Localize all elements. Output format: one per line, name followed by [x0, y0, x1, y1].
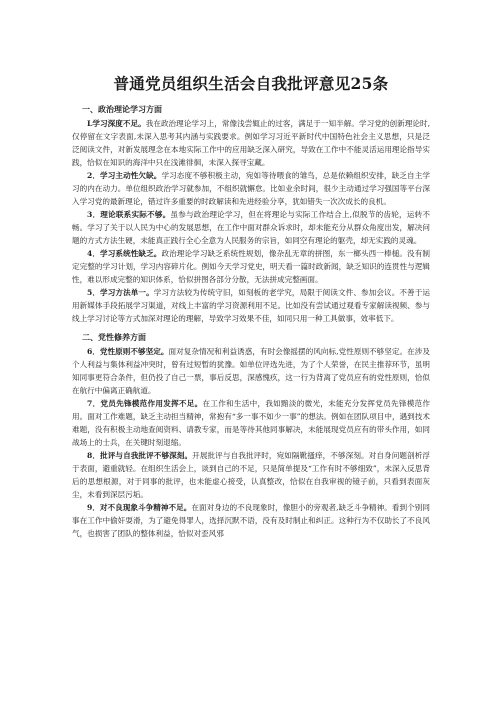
document-page [72, 72, 430, 540]
paragraph-item-6 [72, 345, 430, 397]
item-text: 在面对身边的不良现象时，像胆小的旁观者,缺乏斗争精神。看到个别同事在工作中偷奸耍滑，为了避免得罪人，选择沉默不语，没有及时制止和纠正。这种行为不仅助长了不良风气，也损害了团队的整体利益，恰似对歪风邪 [72, 503, 430, 538]
paragraph-item-8 [72, 449, 430, 501]
item-lead: 9．对不良现象斗争精神不足。 [87, 503, 192, 512]
item-text: 虽参与政治理论学习，但在将理论与实际工作结合上,似脱节的齿轮，运转不畅。学习了关于以人民为中心的发展思想，在工作中面对群众诉求时，却未能充分从群众角度出发，解决问题的方式方法生硬，未能真正践行全心全意为人民服务的宗旨，如同空有理论的躯壳，却无实践的灵魂。 [72, 210, 430, 245]
paragraph-item-5 [72, 286, 430, 325]
paragraph-item-3 [72, 208, 430, 247]
item-text: 学习方法较为传统守旧，如刻板的老学究，局限于阅读文件、参加会议。不善于运用新媒体手段拓展学习渠道，对线上丰富的学习资源利用不足。比如没有尝试通过观看专家解读视频、参与线上学习讨论等方式加深对理论的理解，导致学习效果不佳，如同只用一种工具做事，效率低下。 [72, 288, 430, 323]
paragraph-item-7 [72, 397, 430, 449]
item-lead: 2．学习主动性欠缺。 [87, 171, 162, 180]
document-title: 普通党员组织生活会自我批评意见25条 [113, 74, 389, 93]
section-heading-political-study: 一、政治理论学习方面 [82, 104, 162, 114]
paragraph-item-4 [72, 247, 430, 286]
item-lead: 7．党员先锋模范作用发挥不足。 [87, 399, 203, 408]
paragraph-item-1 [72, 117, 430, 169]
section-heading-party-spirit: 二、党性修养方面 [82, 332, 146, 342]
item-text: 开展批评与自我批评时，宛如隔靴搔痒，不够深刻。对自身问题剖析浮于表面，避重就轻。在组织生活会上，谈到自己的不足，只是简单提及“工作有时不够细致”，未深入反思背后的思想根源，对于同事的批评，也未能虚心接受，认真整改，恰似在自我审视的镜子前，只看到表面灰尘，未看到深层污垢。 [72, 451, 430, 499]
item-lead: 4．学习系统性缺乏。 [87, 249, 162, 258]
item-text: 在工作和生活中，我如黯淡的微光，未能充分发挥党员先锋模范作用。面对工作难题，缺乏主动担当精神，常抱有“多一事不如少一事”的想法。例如在团队项目中，遇到技术难题，没有积极主动地查阅资料、请教专家，而是等待其他同事解决，未能展现党员应有的带头作用，如同战场上的士兵，在关键时刻退缩。 [72, 399, 430, 447]
paragraph-item-9 [72, 501, 430, 540]
paragraph-item-2 [72, 169, 430, 208]
item-text: 我在政治理论学习上，常像浅尝辄止的过客，满足于一知半解。学习党的创新理论时,仅停留在文字表面,未深入思考其内涵与实践要求。例如学习习近平新时代中国特色社会主义思想，只是泛泛阅读文件，对新发展理念在本地实际工作中的应用缺乏深入研究，导致在工作中不能灵活运用理论指导实践，恰似在知识的海洋中只在浅滩徘徊，未深入探寻宝藏。 [72, 119, 430, 167]
item-text: 学习态度不够积极主动，宛如等待喂食的雏鸟，总是依赖组织安排，缺乏自主学习的内在动力。单位组织政治学习就参加，不组织就懈怠。比如业余时间，很少主动通过学习强国等平台深入学习党的最新理论，错过许多重要的时政解读和先进经验分享，犹如错失一次次成长的良机。 [72, 171, 430, 206]
item-lead: L学习深度不足。 [87, 119, 146, 128]
item-lead: 6．党性原则不够坚定。 [87, 347, 169, 356]
item-text: 政治理论学习缺乏系统性规划，像杂乱无章的拼图，东一榔头西一棒槌。没有制定完整的学习计划，学习内容碎片化。例如今天学习党史，明天看一篇时政新闻，缺乏知识的连贯性与逻辑性，难以形成完整的知识体系，恰似拼图各部分分散，无法拼成完整画面。 [72, 249, 430, 284]
item-lead: 8．批评与自我批评不够深刻。 [87, 451, 193, 460]
item-lead: 5．学习方法单一。 [87, 288, 154, 297]
item-lead: 3．理论联系实际不够。 [87, 210, 171, 219]
item-text: 面对复杂情况和利益诱惑，有时会像摇摆的风向标,党性原则不够坚定。在涉及个人利益与集体利益冲突时，曾有过短暂的犹豫。如单位评选先进，为了个人荣誉，在民主推荐环节，虽明知同事更符合条件，但仍投了自己一票，事后反思，深感愧疚，这一行为背离了党员应有的党性原则，恰似在航行中偏离正确航道。 [72, 347, 430, 395]
